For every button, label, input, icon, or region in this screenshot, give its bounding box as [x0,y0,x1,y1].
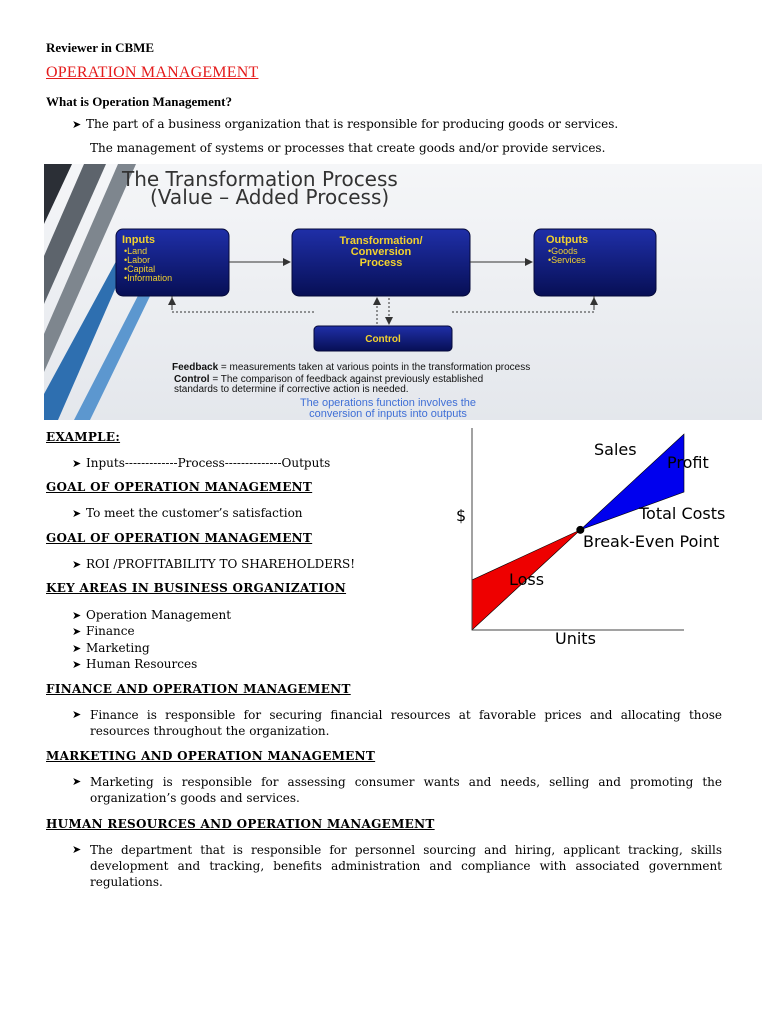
total-costs-label: Total Costs [639,504,726,523]
key-area-item [72,640,150,657]
x-axis-label: Units [555,629,596,648]
key-area-item [72,623,135,640]
outputs-item: •Services [548,255,586,265]
feedback-line [452,296,594,312]
diagram-svg [44,164,762,420]
arrow-bullet-icon: ➤ [72,843,82,856]
marketing-bullet [72,774,722,806]
diagram-note: The operations function involves the [299,397,477,409]
arrow-bullet-icon: ➤ [72,625,82,638]
control-term: Control [174,374,210,385]
marketing-heading: MARKETING AND OPERATION MANAGEMENT [46,749,376,763]
hr-heading: HUMAN RESOURCES AND OPERATION MANAGEMENT [46,817,435,831]
arrow-bullet-icon: ➤ [72,507,82,520]
key-area-text: Human Resources [86,657,198,671]
sales-label: Sales [594,440,637,459]
key-area-text: Marketing [86,641,150,655]
inputs-item: •Land [124,246,148,256]
finance-text: Finance is responsible for securing financial resources at favorable prices and allocating those resources throughout the organization. [90,708,722,738]
inputs-item: •Labor [124,255,151,265]
loss-label: Loss [509,570,545,589]
break-even-chart [456,426,750,650]
transformation-process-diagram [44,164,762,420]
chart-svg [456,426,750,650]
break-even-label: Break-Even Point [583,532,720,551]
example-text: Inputs-------------Process--------------Outputs [86,456,331,470]
arrow-bullet-icon: ➤ [72,642,82,655]
key-area-item [72,656,197,673]
key-area-item [72,607,231,624]
arrow-bullet-icon: ➤ [72,609,82,622]
control-definition-cont: standards to determine if corrective action is needed. [174,384,409,395]
outputs-title: Outputs [546,234,589,246]
control-def-text: = The comparison of feedback against previously established [209,374,484,385]
arrow-bullet-icon: ➤ [72,118,82,131]
document-label: Reviewer in CBME [46,40,155,55]
arrow-bullet-icon: ➤ [72,457,82,470]
diagram-title: The Transformation Process [122,167,398,191]
goal-text-2: ROI /PROFITABILITY TO SHAREHOLDERS! [86,557,356,571]
inputs-item: •Information [124,273,173,283]
profit-label: Profit [667,453,709,472]
arrow-bullet-icon: ➤ [72,558,82,571]
key-areas-heading: KEY AREAS IN BUSINESS ORGANIZATION [46,581,347,595]
intro-line-2: The management of systems or processes that create goods and/or provide services. [90,141,606,155]
feedback-definition [172,362,530,373]
transformation-label: Process [359,257,403,269]
finance-heading: FINANCE AND OPERATION MANAGEMENT [46,682,351,696]
transformation-label: Conversion [350,246,412,258]
feedback-line [172,296,314,312]
marketing-text: Marketing is responsible for assessing consumer wants and needs, selling and promoting the organization’s goods and services. [90,775,722,805]
key-area-text: Finance [86,624,135,638]
inputs-item: •Capital [124,264,156,274]
diagram-subtitle: (Value – Added Process) [150,185,390,209]
arrow-bullet-icon: ➤ [72,775,82,788]
finance-bullet [72,707,722,739]
example-heading: EXAMPLE: [46,430,121,444]
arrow-bullet-icon: ➤ [72,708,82,721]
intro-line-1: The part of a business organization that is responsible for producing goods or services. [86,117,619,131]
page-title: OPERATION MANAGEMENT [46,64,259,81]
example-bullet [72,455,330,472]
hr-bullet [72,842,722,890]
goal-heading-1: GOAL OF OPERATION MANAGEMENT [46,480,313,494]
section-question: What is Operation Management? [46,94,232,109]
goal-bullet-2 [72,556,355,573]
transformation-label: Transformation/ [339,235,423,247]
feedback-def-text: = measurements taken at various points in the transformation process [218,362,531,373]
control-label: Control [365,334,401,345]
key-area-text: Operation Management [86,608,232,622]
feedback-term: Feedback [172,362,219,373]
goal-bullet-1 [72,505,303,522]
intro-bullet [72,116,752,133]
inputs-title: Inputs [122,234,155,246]
arrow-bullet-icon: ➤ [72,658,82,671]
y-axis-label: $ [456,506,467,525]
hr-text: The department that is responsible for personnel sourcing and hiring, applicant tracking, skills development and tracking, benefits administration and compliance with associated government regulations. [90,843,722,889]
diagram-note: conversion of inputs into outputs [309,408,467,420]
goal-text-1: To meet the customer’s satisfaction [86,506,303,520]
goal-heading-2: GOAL OF OPERATION MANAGEMENT [46,531,313,545]
outputs-item: •Goods [548,246,578,256]
